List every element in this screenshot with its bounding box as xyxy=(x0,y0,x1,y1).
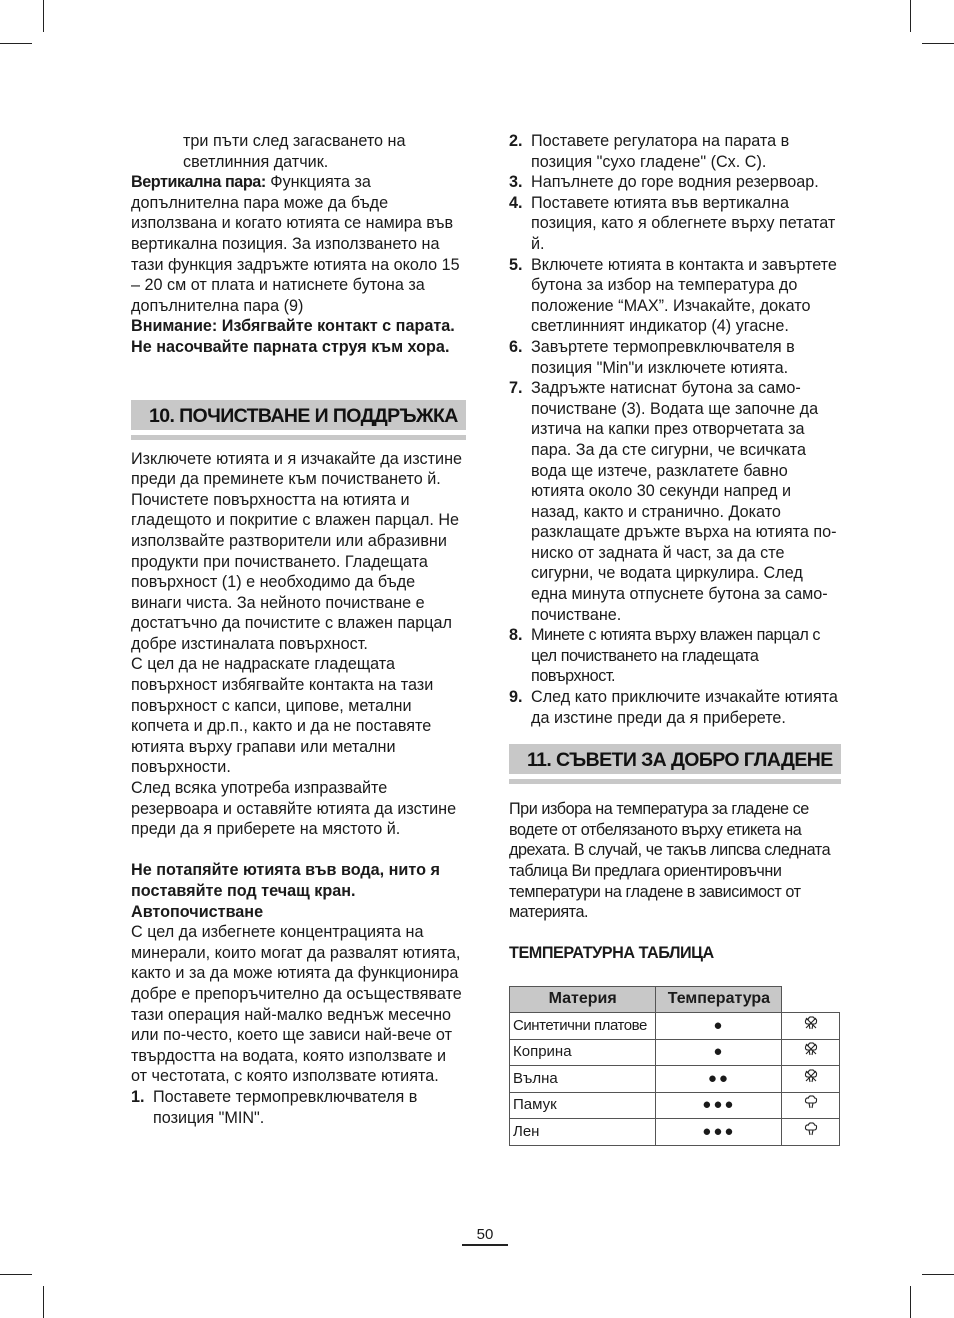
cleaning-paragraph-3: С цел да не надраскате гладещата повърхност избягвайте контакта на тази повърхност с капси, ципове, метални копчета и др.п., както и да не поставяте ютията върху грапави или метални повърхности. xyxy=(131,655,434,777)
list-item xyxy=(131,1087,466,1128)
cleaning-paragraph-1: Изключете ютията и я изчакайте да изстине преди да преминете към почистването й. xyxy=(131,449,463,489)
immersion-warning: Не потапяйте ютията във вода, нито я поставяйте под течащ кран. xyxy=(131,861,440,900)
material-cell: Лен xyxy=(510,1119,656,1146)
crop-mark xyxy=(910,1286,911,1318)
table-header-row xyxy=(510,986,840,1013)
crop-mark xyxy=(43,0,44,32)
temperature-dots: ●● xyxy=(656,1066,782,1093)
step-number: 4. xyxy=(509,193,523,212)
no-steam-icon xyxy=(782,1066,840,1093)
step-text: Поставете термопревключвателя в позиция "MIN". xyxy=(153,1087,418,1127)
material-cell: Синтетични платове xyxy=(510,1013,656,1040)
list-item xyxy=(509,172,841,193)
table-row xyxy=(510,1013,840,1040)
cleaning-paragraph-2: Почистете повърхността на ютията и гладещото и покритие с влажен парцал. Не използвайте разтворители или абразивни продукти при почистването. Гладещата повърхност (1) е необходимо да бъде винаги чиста. За нейното почистване е достатъчно да почистите с влажен парцал добре изстиналата повърхност. xyxy=(131,490,460,653)
list-item xyxy=(509,255,841,337)
step-text: Поставете ютията във вертикална позиция, като я облегнете върху петатат й. xyxy=(531,193,836,253)
list-item xyxy=(509,687,841,728)
step-number: 9. xyxy=(509,688,523,707)
vertical-steam-label: Вертикална пара: xyxy=(131,173,266,192)
step-number: 2. xyxy=(509,132,523,150)
intro-continuation: три пъти след загасването на светлинния датчик. xyxy=(183,132,406,171)
table-row xyxy=(510,1092,840,1119)
crop-mark xyxy=(0,43,32,44)
step-text: Задръжте натиснат бутона за само-почистване (3). Водата ще започне да изтича на капки през отворчетата за пара. За да сте сигурни, че всичката вода ще изтече, разклатете бавно ютията около 30 секунди напред и назад, както и странично. Докато разклащате дръжте върха на ютията по-ниско от задната й част, за да сте сигурни, че водата циркулира. След една минута отпуснете бутона за само-почистване. xyxy=(531,379,837,624)
selfclean-paragraph: С цел да избегнете концентрацията на минерали, които могат да развалят ютията, както и за да може ютията да функционира добре е препоръчително да осъществявате тази операция най-малко веднъж месечно или по-често, което ще зависи най-вече от твърдостта на водата, която използвате и от честотата, с която използвате ютията. xyxy=(131,923,462,1086)
crop-mark xyxy=(922,1274,954,1275)
list-item xyxy=(509,378,841,625)
section-11-heading: 11. СЪВЕТИ ЗА ДОБРО ГЛАДЕНЕ xyxy=(509,744,841,779)
list-item xyxy=(509,131,841,172)
temperature-dots: ● xyxy=(656,1039,782,1066)
temperature-dots: ●●● xyxy=(656,1092,782,1119)
steam-icon xyxy=(782,1092,840,1119)
step-text: Напълнете до горе водния резервоар. xyxy=(531,173,819,192)
material-cell: Вълна xyxy=(510,1066,656,1093)
list-item xyxy=(509,625,841,687)
no-steam-icon xyxy=(782,1013,840,1040)
list-item xyxy=(509,193,841,255)
selfclean-steps-right xyxy=(509,131,841,728)
temperature-dots: ●●● xyxy=(656,1119,782,1146)
steam-icon xyxy=(782,1119,840,1146)
selfclean-heading: Автопочистване xyxy=(131,902,264,921)
step-text: След като приключите изчакайте ютията да изстине преди да я приберете. xyxy=(531,688,838,727)
crop-mark xyxy=(922,43,954,44)
section-10-heading: 10. ПОЧИСТВАНЕ И ПОДДРЪЖКА xyxy=(131,400,466,435)
table-row xyxy=(510,1039,840,1066)
crop-mark xyxy=(43,1286,44,1318)
material-cell: Коприна xyxy=(510,1039,656,1066)
column-header-material: Материя xyxy=(510,986,656,1013)
page-number: 50 xyxy=(462,1226,508,1246)
step-number: 5. xyxy=(509,255,523,274)
temperature-dots: ● xyxy=(656,1013,782,1040)
cleaning-paragraph-4: След всяка употреба изпразвайте резервоара и оставяйте ютията да изстине преди да я приберете на мястото й. xyxy=(131,779,457,839)
column-header-temperature: Температура xyxy=(656,986,782,1013)
steam-warning: Внимание: Избягвайте контакт с парата. Не насочвайте парната струя към хора. xyxy=(131,317,455,356)
vertical-steam-paragraph xyxy=(131,172,466,316)
step-number: 1. xyxy=(131,1087,145,1106)
left-column xyxy=(131,131,466,1128)
list-item xyxy=(509,337,841,378)
right-column xyxy=(509,131,841,1146)
no-steam-icon xyxy=(782,1039,840,1066)
vertical-steam-text: Функцията за допълнителна пара може да бъде използвана и когато ютията се намира във вертикална позиция. За използването на тази функция задръжте ютията на около 15 – 20 см от плата и натиснете бутона за допълнителна пара (9) xyxy=(131,173,460,315)
step-text: Включете ютията в контакта и завъртете бутона за избор на температура до положение “MAX”. Изчакайте, докато светлинният индикатор (4) угасне. xyxy=(531,255,837,336)
table-row xyxy=(510,1066,840,1093)
step-number: 8. xyxy=(509,626,523,645)
step-number: 7. xyxy=(509,379,523,398)
selfclean-steps-left xyxy=(131,1087,466,1128)
step-text: Завъртете термопревключвателя в позиция "Min"и изключете ютията. xyxy=(531,337,795,377)
temperature-table xyxy=(509,986,840,1146)
crop-mark xyxy=(0,1274,32,1275)
table-row xyxy=(510,1119,840,1146)
crop-mark xyxy=(910,0,911,32)
step-number: 3. xyxy=(509,173,523,192)
ironing-tips-paragraph: При избора на температура за гладене се водете от отбелязаното върху етикета на дрехата. В случай, че такъв липсва следната таблица Ви предлага ориентировъчни температури на гладене в зависимост от материята. xyxy=(509,800,831,922)
step-text: Поставете регулатора на парата в позиция "сухо гладене" (Сх. С). xyxy=(531,132,790,171)
step-text: Минете с ютията върху влажен парцал с цел почистването на гладещата повърхност. xyxy=(531,626,821,686)
material-cell: Памук xyxy=(510,1092,656,1119)
table-heading: ТЕМПЕРАТУРНА ТАБЛИЦА xyxy=(509,944,714,963)
column-header-blank xyxy=(782,986,840,1013)
step-number: 6. xyxy=(509,337,523,356)
